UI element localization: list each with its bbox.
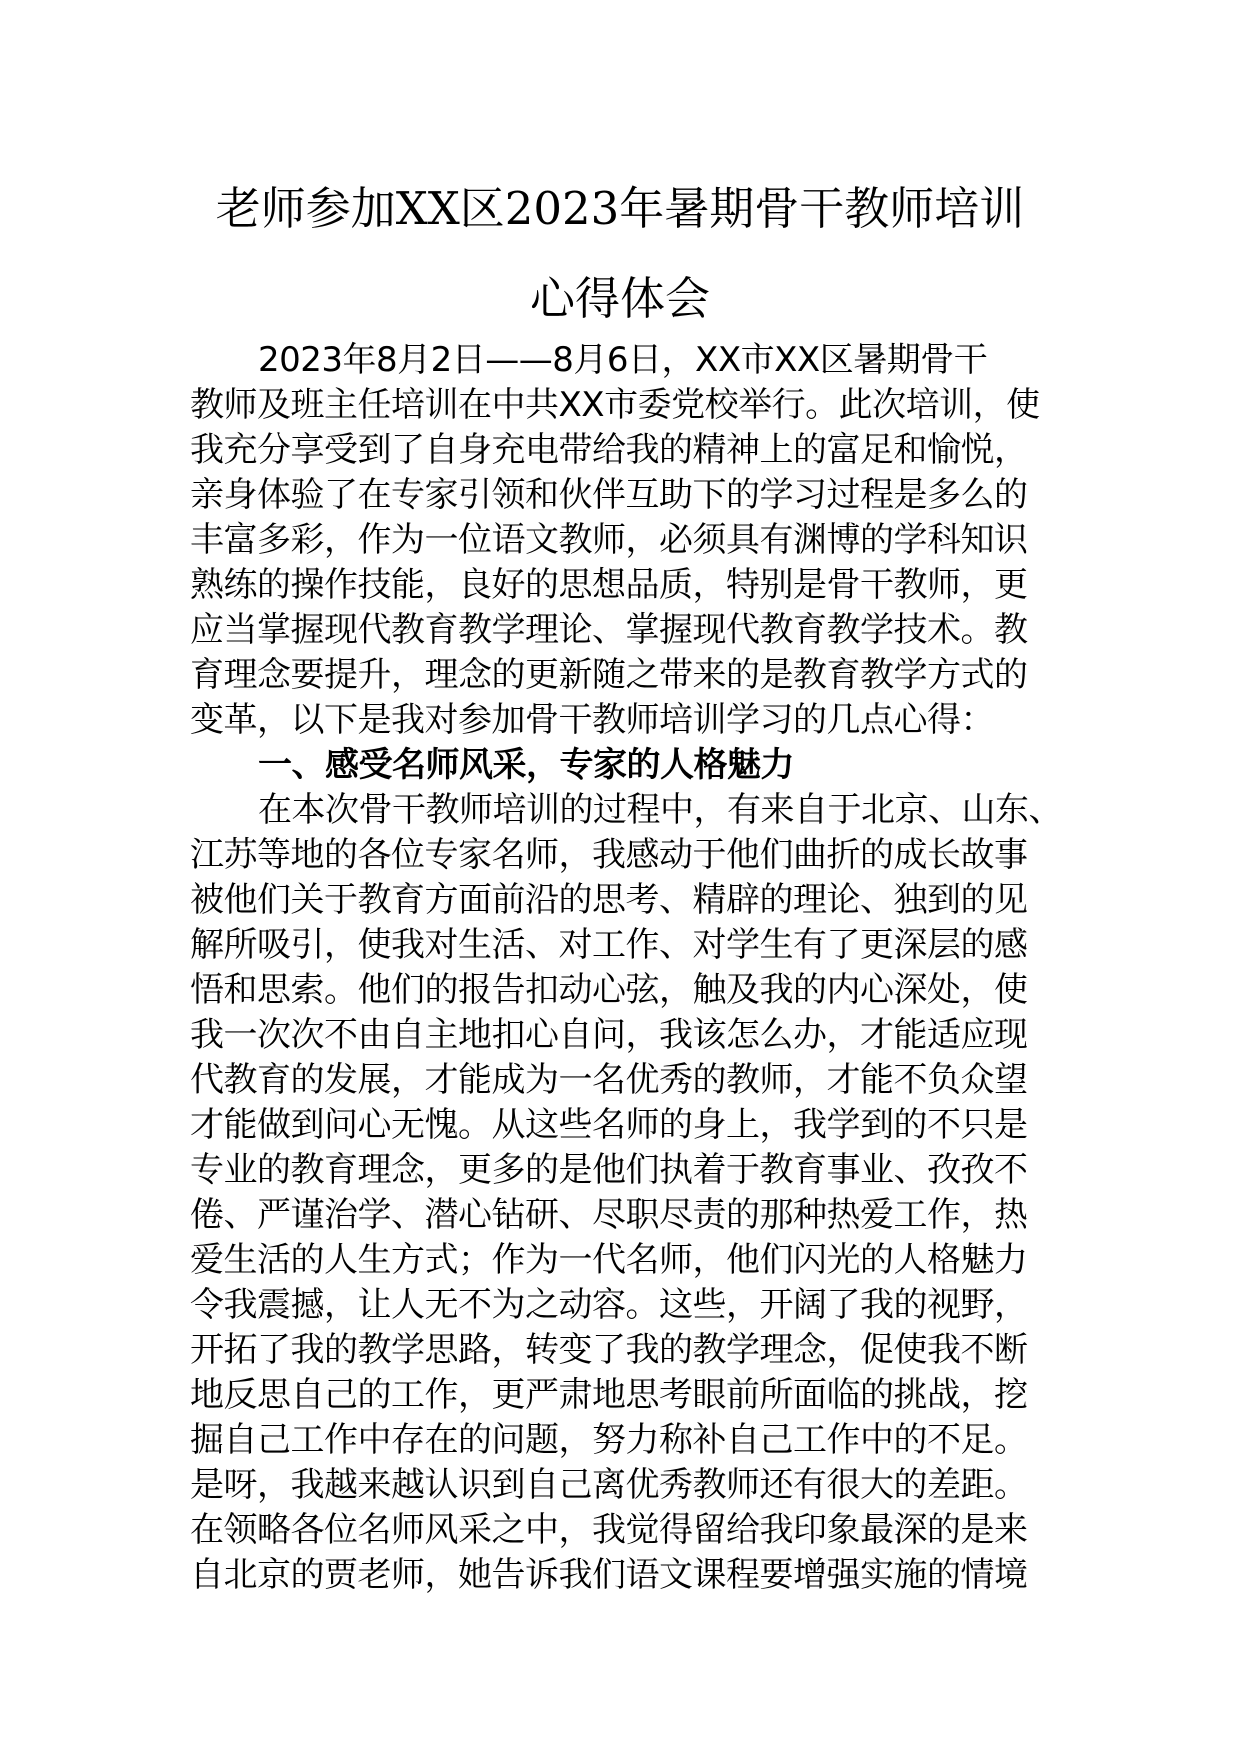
body-line: 是呀，我越来越认识到自己离优秀教师还有很大的差距。: [190, 1465, 1028, 1505]
document-title-line-1: 老师参加XX区2023年暑期骨干教师培训: [215, 182, 1025, 235]
body-line: 在领略各位名师风采之中，我觉得留给我印象最深的是来: [190, 1510, 1028, 1550]
body-line: 令我震撼，让人无不为之动容。这些，开阔了我的视野，: [190, 1285, 1028, 1325]
body-line: 爱生活的人生方式；作为一代名师，他们闪光的人格魅力: [190, 1240, 1028, 1280]
body-line: 变革，以下是我对参加骨干教师培训学习的几点心得：: [190, 700, 994, 740]
body-line: 我充分享受到了自身充电带给我的精神上的富足和愉悦，: [190, 430, 1028, 470]
body-line: 倦、严谨治学、潜心钻研、尽职尽责的那种热爱工作，热: [190, 1195, 1028, 1235]
body-line: 专业的教育理念，更多的是他们执着于教育事业、孜孜不: [190, 1150, 1028, 1190]
body-line: 掘自己工作中存在的问题，努力称补自己工作中的不足。: [190, 1420, 1028, 1460]
body-line: 开拓了我的教学思路，转变了我的教学理念，促使我不断: [190, 1330, 1028, 1370]
body-line: 才能做到问心无愧。从这些名师的身上，我学到的不只是: [190, 1105, 1028, 1145]
body-line: 教师及班主任培训在中共XX市委党校举行。此次培训，使: [190, 385, 1040, 425]
body-line: 江苏等地的各位专家名师，我感动于他们曲折的成长故事: [190, 835, 1028, 875]
body-line: 丰富多彩，作为一位语文教师，必须具有渊博的学科知识: [190, 520, 1028, 560]
body-line: 应当掌握现代教育教学理论、掌握现代教育教学技术。教: [190, 610, 1028, 650]
body-line: 地反思自己的工作，更严肃地思考眼前所面临的挑战，挖: [190, 1375, 1028, 1415]
document-body: [190, 338, 1070, 1598]
body-line: 2023年8月2日——8月6日，XX市XX区暑期骨干: [258, 340, 988, 380]
body-line: 育理念要提升，理念的更新随之带来的是教育教学方式的: [190, 655, 1028, 695]
body-line: 在本次骨干教师培训的过程中，有来自于北京、山东、: [258, 790, 1062, 830]
body-line: 解所吸引，使我对生活、对工作、对学生有了更深层的感: [190, 925, 1028, 965]
body-line: 悟和思索。他们的报告扣动心弦，触及我的内心深处，使: [190, 970, 1028, 1010]
body-line: 被他们关于教育方面前沿的思考、精辟的理论、独到的见: [190, 880, 1028, 920]
body-line: 代教育的发展，才能成为一名优秀的教师，才能不负众望: [190, 1060, 1028, 1100]
section-heading: 一、感受名师风采，专家的人格魅力: [258, 745, 794, 785]
body-line: 自北京的贾老师，她告诉我们语文课程要增强实施的情境: [190, 1555, 1028, 1595]
document-title-line-2: 心得体会: [529, 272, 710, 325]
body-line: 我一次次不由自主地扣心自问，我该怎么办，才能适应现: [190, 1015, 1028, 1055]
body-line: 亲身体验了在专家引领和伙伴互助下的学习过程是多么的: [190, 475, 1028, 515]
body-line: 熟练的操作技能，良好的思想品质，特别是骨干教师，更: [190, 565, 1028, 605]
